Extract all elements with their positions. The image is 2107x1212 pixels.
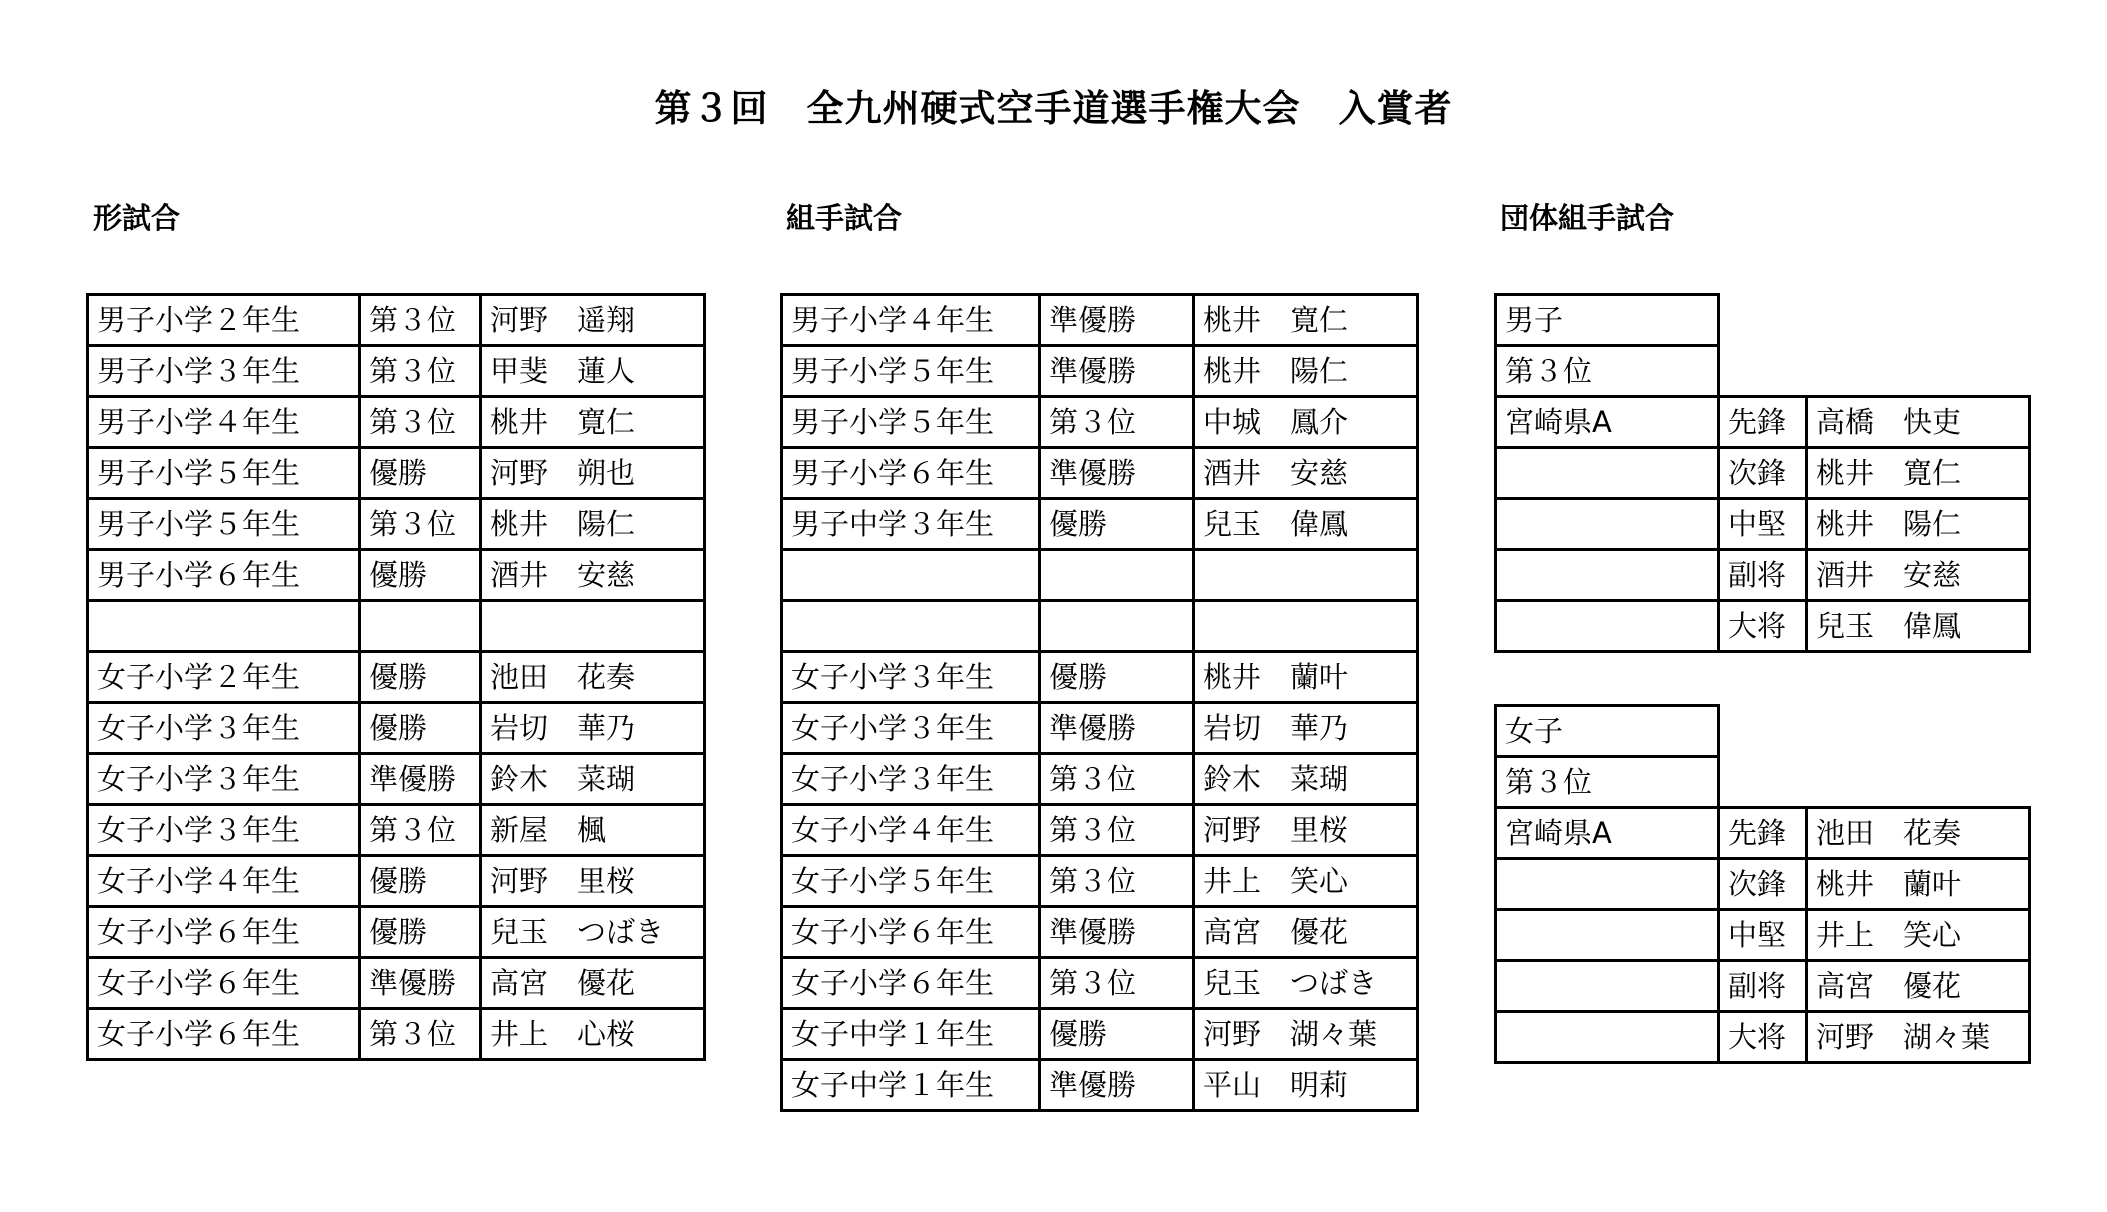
name-cell: 河野 里桜: [1194, 805, 1418, 856]
member-name-cell: 高橋 快吏: [1807, 397, 2030, 448]
table-row: [88, 703, 705, 754]
empty-cell: [1496, 1012, 1719, 1063]
name-cell: 鈴木 菜瑚: [481, 754, 705, 805]
team-member-row: [1496, 397, 2030, 448]
division-cell: 女子中学１年生: [782, 1060, 1040, 1111]
result-cell: 優勝: [360, 856, 481, 907]
member-name-cell: 河野 湖々葉: [1807, 1012, 2030, 1063]
team-member-row: [1496, 808, 2030, 859]
name-cell: 新屋 楓: [481, 805, 705, 856]
table-row: [88, 397, 705, 448]
position-cell: 副将: [1719, 961, 1807, 1012]
position-cell: 大将: [1719, 1012, 1807, 1063]
division-cell: 男子小学３年生: [88, 346, 360, 397]
result-cell: 準優勝: [360, 958, 481, 1009]
division-cell: 男子小学５年生: [782, 346, 1040, 397]
division-cell: 女子小学６年生: [88, 907, 360, 958]
position-cell: 次鋒: [1719, 859, 1807, 910]
division-cell: 男子小学４年生: [782, 295, 1040, 346]
team-member-row: [1496, 601, 2030, 652]
division-cell: 女子小学２年生: [88, 652, 360, 703]
division-cell: 女子小学３年生: [88, 805, 360, 856]
table-row: [782, 754, 1418, 805]
division-cell: 女子小学３年生: [88, 754, 360, 805]
member-name-cell: 池田 花奏: [1807, 808, 2030, 859]
name-cell: 甲斐 蓮人: [481, 346, 705, 397]
result-cell: 優勝: [360, 907, 481, 958]
table-row: [782, 1009, 1418, 1060]
table-row: [782, 550, 1418, 601]
member-name-cell: 兒玉 偉鳳: [1807, 601, 2030, 652]
division-cell: 女子小学３年生: [782, 754, 1040, 805]
position-cell: 副将: [1719, 550, 1807, 601]
table-row: [88, 499, 705, 550]
result-cell: 優勝: [1040, 1009, 1194, 1060]
name-cell: 桃井 寛仁: [1194, 295, 1418, 346]
result-cell: 第３位: [1040, 754, 1194, 805]
team-member-row: [1496, 859, 2030, 910]
table-row: [88, 754, 705, 805]
table-row: [88, 958, 705, 1009]
result-cell: 第３位: [1040, 856, 1194, 907]
name-cell: 桃井 蘭叶: [1194, 652, 1418, 703]
name-cell: 岩切 華乃: [481, 703, 705, 754]
team-member-row: [1496, 910, 2030, 961]
division-cell: 女子小学３年生: [782, 703, 1040, 754]
team-boys-category: 男子: [1496, 295, 1719, 346]
empty-cell: [1496, 910, 1719, 961]
result-cell: 第３位: [360, 295, 481, 346]
name-cell: 鈴木 菜瑚: [1194, 754, 1418, 805]
result-cell: 第３位: [360, 499, 481, 550]
division-cell: 女子小学３年生: [88, 703, 360, 754]
result-cell: 準優勝: [1040, 1060, 1194, 1111]
name-cell: 井上 笑心: [1194, 856, 1418, 907]
result-cell: [360, 601, 481, 652]
name-cell: 河野 湖々葉: [1194, 1009, 1418, 1060]
result-cell: 第３位: [1040, 397, 1194, 448]
member-name-cell: 高宮 優花: [1807, 961, 2030, 1012]
result-cell: 優勝: [360, 550, 481, 601]
table-row: [88, 550, 705, 601]
division-cell: 女子小学３年生: [782, 652, 1040, 703]
division-cell: 男子小学６年生: [88, 550, 360, 601]
table-row: [88, 448, 705, 499]
name-cell: 平山 明莉: [1194, 1060, 1418, 1111]
division-cell: [88, 601, 360, 652]
position-cell: 先鋒: [1719, 808, 1807, 859]
position-cell: 中堅: [1719, 910, 1807, 961]
team-member-row: [1496, 1012, 2030, 1063]
division-cell: 女子小学４年生: [88, 856, 360, 907]
name-cell: 岩切 華乃: [1194, 703, 1418, 754]
table-row: [782, 601, 1418, 652]
result-cell: 優勝: [360, 703, 481, 754]
division-cell: 男子小学５年生: [88, 448, 360, 499]
result-cell: 第３位: [360, 397, 481, 448]
table-row: [88, 601, 705, 652]
division-cell: 男子小学６年生: [782, 448, 1040, 499]
division-cell: [782, 550, 1040, 601]
table-row: [782, 346, 1418, 397]
result-cell: 優勝: [1040, 652, 1194, 703]
team-girls-place: 第３位: [1496, 757, 1719, 808]
division-cell: 女子中学１年生: [782, 1009, 1040, 1060]
empty-cell: [1496, 601, 1719, 652]
division-cell: 男子中学３年生: [782, 499, 1040, 550]
result-cell: 第３位: [1040, 958, 1194, 1009]
name-cell: 酒井 安慈: [481, 550, 705, 601]
division-cell: 女子小学６年生: [88, 1009, 360, 1060]
empty-cell: [1496, 961, 1719, 1012]
result-cell: 準優勝: [1040, 295, 1194, 346]
result-cell: 準優勝: [1040, 907, 1194, 958]
table-row: [88, 805, 705, 856]
team-heading: 団体組手試合: [1500, 201, 1675, 235]
result-cell: 準優勝: [360, 754, 481, 805]
table-row: [88, 856, 705, 907]
division-cell: 女子小学４年生: [782, 805, 1040, 856]
empty-cell: [1496, 859, 1719, 910]
position-cell: 大将: [1719, 601, 1807, 652]
table-row: [782, 958, 1418, 1009]
position-cell: 中堅: [1719, 499, 1807, 550]
name-cell: 高宮 優花: [1194, 907, 1418, 958]
name-cell: 河野 朔也: [481, 448, 705, 499]
kumite-heading: 組手試合: [786, 201, 903, 235]
table-row: [782, 397, 1418, 448]
name-cell: [1194, 601, 1418, 652]
member-name-cell: 桃井 陽仁: [1807, 499, 2030, 550]
result-cell: [1040, 601, 1194, 652]
name-cell: 高宮 優花: [481, 958, 705, 1009]
result-cell: 第３位: [360, 805, 481, 856]
team-name-cell: 宮崎県A: [1496, 397, 1719, 448]
team-boys-place-row: [1496, 346, 2030, 397]
team-boys-place: 第３位: [1496, 346, 1719, 397]
table-row: [88, 907, 705, 958]
division-cell: 男子小学４年生: [88, 397, 360, 448]
table-row: [782, 499, 1418, 550]
team-member-row: [1496, 499, 2030, 550]
result-cell: 第３位: [360, 1009, 481, 1060]
table-row: [782, 703, 1418, 754]
empty-cell: [1496, 448, 1719, 499]
division-cell: 女子小学６年生: [782, 907, 1040, 958]
division-cell: [782, 601, 1040, 652]
name-cell: 桃井 寛仁: [481, 397, 705, 448]
table-row: [782, 907, 1418, 958]
team-girls-category-row: [1496, 706, 2030, 757]
result-cell: 準優勝: [1040, 448, 1194, 499]
table-row: [782, 295, 1418, 346]
table-row: [782, 856, 1418, 907]
name-cell: [1194, 550, 1418, 601]
division-cell: 男子小学５年生: [782, 397, 1040, 448]
result-cell: 優勝: [360, 448, 481, 499]
table-row: [88, 652, 705, 703]
team-girls-category: 女子: [1496, 706, 1719, 757]
name-cell: 中城 鳳介: [1194, 397, 1418, 448]
position-cell: 先鋒: [1719, 397, 1807, 448]
division-cell: 女子小学５年生: [782, 856, 1040, 907]
team-member-row: [1496, 961, 2030, 1012]
division-cell: 男子小学５年生: [88, 499, 360, 550]
team-name-cell: 宮崎県A: [1496, 808, 1719, 859]
division-cell: 男子小学２年生: [88, 295, 360, 346]
table-row: [88, 1009, 705, 1060]
name-cell: 池田 花奏: [481, 652, 705, 703]
result-cell: 第３位: [360, 346, 481, 397]
empty-cell: [1496, 499, 1719, 550]
team-boys-category-row: [1496, 295, 2030, 346]
name-cell: 酒井 安慈: [1194, 448, 1418, 499]
table-row: [782, 1060, 1418, 1111]
member-name-cell: 桃井 蘭叶: [1807, 859, 2030, 910]
member-name-cell: 井上 笑心: [1807, 910, 2030, 961]
team-girls-table: [1494, 704, 2031, 1064]
division-cell: 女子小学６年生: [88, 958, 360, 1009]
empty-cell: [1496, 550, 1719, 601]
team-member-row: [1496, 448, 2030, 499]
kumite-table: [780, 293, 1419, 1112]
member-name-cell: 桃井 寛仁: [1807, 448, 2030, 499]
table-row: [782, 805, 1418, 856]
name-cell: 河野 遥翔: [481, 295, 705, 346]
name-cell: 河野 里桜: [481, 856, 705, 907]
name-cell: 兒玉 つばき: [481, 907, 705, 958]
division-cell: 女子小学６年生: [782, 958, 1040, 1009]
table-row: [88, 295, 705, 346]
name-cell: 井上 心桜: [481, 1009, 705, 1060]
kata-table: [86, 293, 706, 1061]
name-cell: 兒玉 偉鳳: [1194, 499, 1418, 550]
name-cell: 兒玉 つばき: [1194, 958, 1418, 1009]
position-cell: 次鋒: [1719, 448, 1807, 499]
result-cell: 第３位: [1040, 805, 1194, 856]
table-row: [782, 448, 1418, 499]
kata-heading: 形試合: [93, 201, 181, 235]
result-cell: 優勝: [1040, 499, 1194, 550]
team-member-row: [1496, 550, 2030, 601]
table-row: [782, 652, 1418, 703]
team-girls-place-row: [1496, 757, 2030, 808]
result-cell: 準優勝: [1040, 346, 1194, 397]
page-title: 第３回 全九州硬式空手道選手権大会 入賞者: [654, 87, 1453, 130]
name-cell: 桃井 陽仁: [481, 499, 705, 550]
member-name-cell: 酒井 安慈: [1807, 550, 2030, 601]
name-cell: 桃井 陽仁: [1194, 346, 1418, 397]
result-cell: 準優勝: [1040, 703, 1194, 754]
name-cell: [481, 601, 705, 652]
table-row: [88, 346, 705, 397]
result-cell: [1040, 550, 1194, 601]
result-cell: 優勝: [360, 652, 481, 703]
team-boys-table: [1494, 293, 2031, 653]
